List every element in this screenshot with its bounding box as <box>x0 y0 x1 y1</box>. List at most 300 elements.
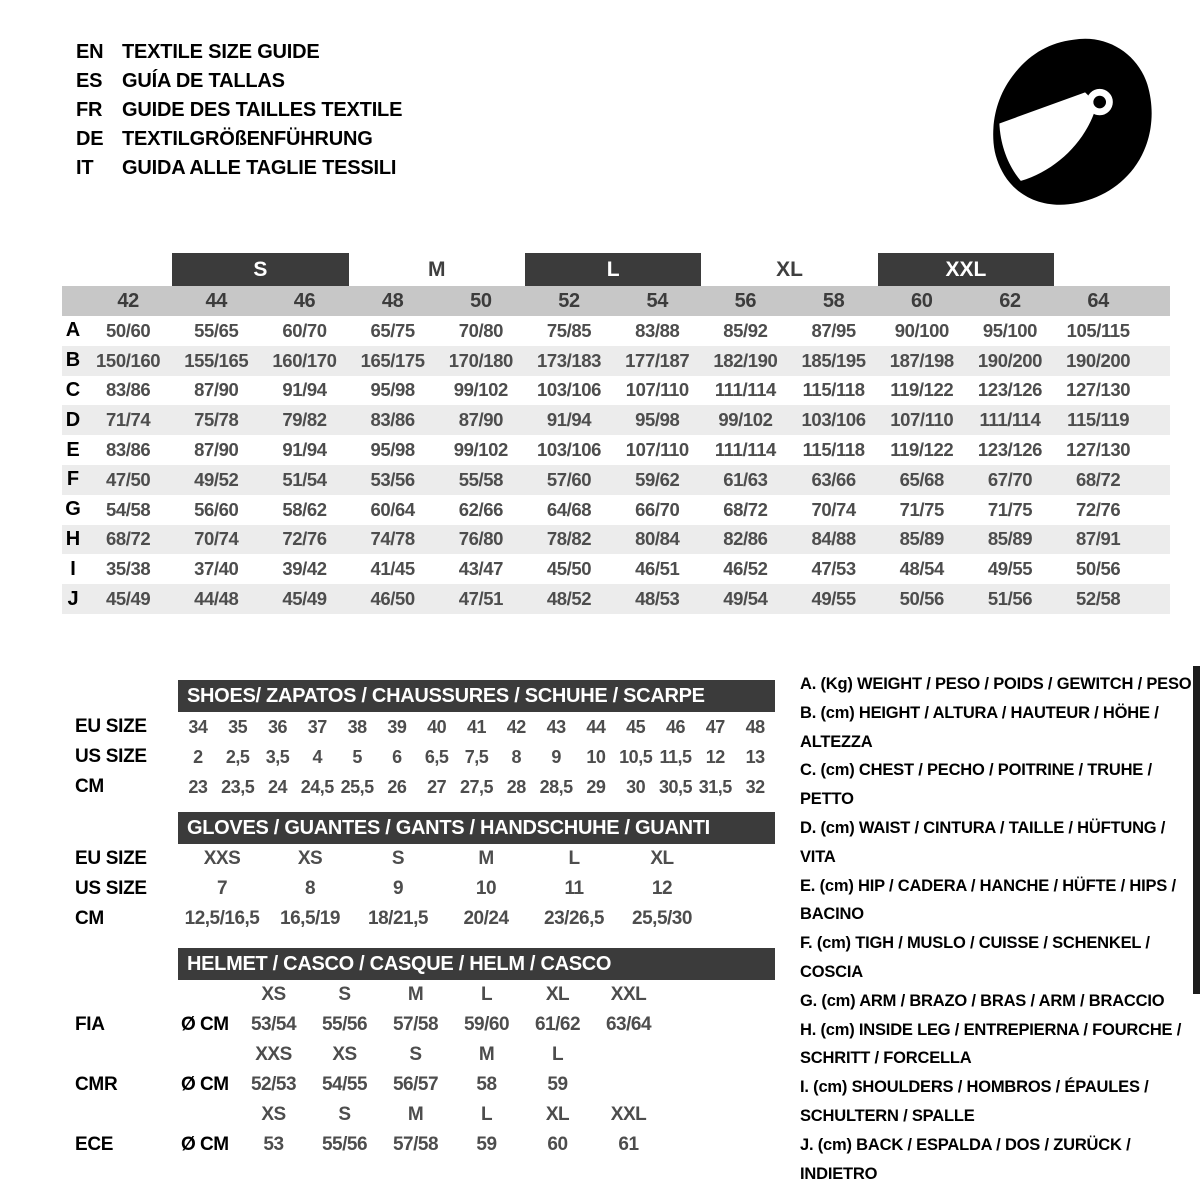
row-values <box>178 1130 775 1160</box>
language-code: IT <box>76 157 94 179</box>
cell-value: 2 <box>193 746 203 767</box>
size-value: 87/90 <box>458 409 503 431</box>
language-row <box>76 67 402 96</box>
language-row <box>76 96 402 125</box>
size-value: 190/200 <box>1066 349 1131 371</box>
helmet-size-label: XS <box>261 984 286 1005</box>
measurement-row-c <box>62 376 1170 406</box>
guide-title: GUÍA DE TALLAS <box>122 70 285 92</box>
size-value: 119/122 <box>890 379 954 401</box>
size-value: 115/119 <box>1067 409 1130 431</box>
size-value: 68/72 <box>105 528 151 550</box>
size-value: 111/114 <box>714 439 776 461</box>
measurement-row-e <box>62 435 1170 465</box>
size-value: 49/54 <box>723 588 768 610</box>
size-value: 55/65 <box>194 319 239 341</box>
row-values <box>178 712 775 742</box>
legend-item: C. (cm) CHEST / PECHO / POITRINE / TRUHE / PETTO <box>800 761 1152 809</box>
row-letter: E <box>66 438 80 461</box>
size-52: 52 <box>558 289 580 312</box>
helmet-size-label: XL <box>545 984 570 1005</box>
size-value: 87/90 <box>194 379 239 401</box>
size-value: 79/82 <box>282 409 327 431</box>
diameter-unit: Ø CM <box>181 1074 229 1095</box>
size-value: 105/115 <box>1066 319 1130 341</box>
size-value: 173/183 <box>536 349 602 371</box>
size-value: 85/89 <box>987 528 1033 550</box>
row-letter: I <box>70 557 76 580</box>
shoes-title-bar: SHOES/ ZAPATOS / CHAUSSURES / SCHUHE / SCARPE <box>178 680 775 712</box>
size-value: 87/91 <box>1076 528 1121 550</box>
size-value: 62/66 <box>458 498 503 520</box>
size-64: 64 <box>1087 289 1109 312</box>
cell-value: 6,5 <box>424 746 449 767</box>
cell-value: 35 <box>228 716 248 737</box>
cell-value: 37 <box>307 716 327 737</box>
cell-value: 36 <box>267 716 287 737</box>
size-value: 47/51 <box>458 588 503 610</box>
helmet-size-value: 55/56 <box>321 1014 368 1035</box>
helmet-size-value: 59 <box>476 1134 497 1155</box>
cell-value: 34 <box>188 716 208 737</box>
row-values <box>178 980 775 1010</box>
measurement-row-f <box>62 465 1170 495</box>
standard-label: CMR <box>75 1074 118 1095</box>
cell-value: 6 <box>392 746 402 767</box>
size-value: 170/180 <box>448 349 513 371</box>
cell-value: 41 <box>466 716 486 737</box>
helmet-size-label: XS <box>261 1104 286 1125</box>
cell-value: 32 <box>745 776 765 797</box>
cell-value: L <box>568 848 580 869</box>
helmet-size-value: 58 <box>476 1074 497 1095</box>
size-value: 45/49 <box>105 588 151 610</box>
cell-value: S <box>391 848 405 869</box>
row-letter: C <box>65 378 81 401</box>
legend-item: D. (cm) WAIST / CINTURA / TAILLE / HÜFTUNG / VITA <box>800 818 1166 866</box>
helmet-size-header-row <box>75 1040 775 1070</box>
size-value: 90/100 <box>894 319 949 341</box>
size-value: 119/122 <box>890 439 954 461</box>
cell-value: 28,5 <box>539 776 573 797</box>
size-value: 95/98 <box>370 439 415 461</box>
size-value: 49/55 <box>811 588 856 610</box>
guide-title: TEXTILGRÖßENFÜHRUNG <box>122 128 373 150</box>
cell-value: 9 <box>392 878 404 899</box>
size-value: 95/98 <box>370 379 415 401</box>
row-values <box>178 1040 775 1070</box>
size-value: 99/102 <box>453 379 508 401</box>
size-value: 85/92 <box>723 319 768 341</box>
helmet-size-label: L <box>480 1104 493 1125</box>
size-value: 107/110 <box>625 379 689 401</box>
row-header <box>75 1100 178 1130</box>
size-value: 58/62 <box>282 498 327 520</box>
row-header: US SIZE <box>75 878 147 899</box>
cell-value: XL <box>650 848 674 869</box>
cell-value: 10,5 <box>619 746 653 767</box>
size-value: 55/58 <box>458 468 503 490</box>
size-value: 46/50 <box>370 588 415 610</box>
size-value: 80/84 <box>635 528 680 550</box>
cell-value: 23,5 <box>221 776 255 797</box>
size-value: 95/100 <box>982 319 1038 341</box>
size-value: 70/74 <box>811 498 856 520</box>
size-value: 72/76 <box>1076 498 1121 520</box>
size-value: 68/72 <box>1076 468 1121 490</box>
helmet-size-value: 55/56 <box>321 1134 368 1155</box>
guide-title: TEXTILE SIZE GUIDE <box>122 41 320 63</box>
size-value: 66/70 <box>635 498 680 520</box>
cell-value: 5 <box>352 746 362 767</box>
size-56: 56 <box>734 289 757 312</box>
measurement-legend <box>800 670 1198 1188</box>
helmet-size-label: S <box>338 984 351 1005</box>
size-value: 48/52 <box>546 588 592 610</box>
size-value: 71/75 <box>987 498 1033 520</box>
helmet-size-value: 59/60 <box>463 1014 510 1035</box>
size-value: 68/72 <box>723 498 768 520</box>
row-values <box>178 742 775 772</box>
helmet-size-value: 54/55 <box>321 1074 368 1095</box>
row-letter: F <box>66 468 80 491</box>
standard-label: ECE <box>75 1134 114 1155</box>
table-row <box>75 712 775 742</box>
row-letter: H <box>65 527 81 550</box>
language-code: EN <box>76 41 104 63</box>
legend-item: H. (cm) INSIDE LEG / ENTREPIERNA / FOURCHE / SCHRITT / FORCELLA <box>800 1020 1182 1068</box>
row-header: EU SIZE <box>75 848 147 869</box>
size-value: 127/130 <box>1066 379 1131 401</box>
helmet-size-value: 56/57 <box>392 1074 439 1095</box>
helmet-value-row-fia <box>75 1010 775 1040</box>
size-value: 61/63 <box>723 468 768 490</box>
helmet-value-row-cmr <box>75 1070 775 1100</box>
measurement-row-j <box>62 584 1170 614</box>
cell-value: 10 <box>475 878 497 899</box>
helmet-size-header-row <box>75 1100 775 1130</box>
cell-value: 27,5 <box>459 776 494 797</box>
language-row <box>76 125 402 154</box>
size-value: 56/60 <box>194 498 239 520</box>
size-value: 76/80 <box>458 528 503 550</box>
racing-helmet-icon <box>972 30 1167 215</box>
size-44: 44 <box>205 289 227 312</box>
size-value: 84/88 <box>811 528 856 550</box>
size-value: 39/42 <box>282 558 327 580</box>
measurement-row-h <box>62 525 1170 555</box>
cell-value: 30,5 <box>658 776 693 797</box>
language-row <box>76 154 402 183</box>
language-list <box>76 38 402 183</box>
row-values <box>178 844 775 874</box>
size-value: 48/53 <box>635 588 680 610</box>
helmet-size-label: XS <box>332 1044 357 1065</box>
measurement-row-a <box>62 316 1170 346</box>
crop-artifact-right <box>1193 666 1200 994</box>
size-value: 47/50 <box>105 468 151 490</box>
cell-value: XXS <box>203 848 241 869</box>
row-header: US SIZE <box>75 746 147 767</box>
table-row <box>75 772 775 802</box>
size-value: 43/47 <box>458 558 503 580</box>
cell-value: 11 <box>564 878 584 899</box>
helmet-size-label: XL <box>545 1104 570 1125</box>
cell-value: 8 <box>304 878 316 899</box>
size-value: 91/94 <box>282 379 327 401</box>
language-code: DE <box>76 128 104 150</box>
size-value: 187/198 <box>889 349 954 371</box>
size-value: 123/126 <box>977 379 1042 401</box>
gloves-table <box>75 812 775 934</box>
guide-title: GUIDA ALLE TAGLIE TESSILI <box>122 157 397 179</box>
helmet-size-value: 52/53 <box>250 1074 297 1095</box>
legend-item: G. (cm) ARM / BRAZO / BRAS / ARM / BRACCIO <box>800 991 1165 1010</box>
helmet-size-label: S <box>338 1104 351 1125</box>
size-value: 46/52 <box>723 558 768 580</box>
size-value: 85/89 <box>899 528 944 550</box>
size-value: 49/55 <box>987 558 1033 580</box>
measurement-row-b <box>62 346 1170 376</box>
size-value: 160/170 <box>272 349 337 371</box>
size-value: 49/52 <box>194 468 239 490</box>
cell-value: 48 <box>745 716 765 737</box>
racing-helmet-glyph <box>972 30 1167 215</box>
helmet-size-label: XXS <box>255 1044 292 1065</box>
helmet-size-value: 60 <box>547 1134 568 1155</box>
row-values <box>178 772 775 802</box>
helmet-title-bar: HELMET / CASCO / CASQUE / HELM / CASCO <box>178 948 775 980</box>
cell-value: 24,5 <box>300 776 334 797</box>
size-group-m: M <box>428 257 446 281</box>
size-value: 60/70 <box>282 319 327 341</box>
cell-value: 42 <box>506 716 526 737</box>
size-value: 59/62 <box>635 468 680 490</box>
size-value: 75/78 <box>194 409 239 431</box>
size-value: 185/195 <box>801 349 866 371</box>
size-group-l: L <box>525 253 701 286</box>
cell-value: 12,5/16,5 <box>184 908 260 929</box>
row-letter: B <box>65 349 81 372</box>
size-46: 46 <box>293 289 316 312</box>
size-48: 48 <box>381 289 404 312</box>
size-value: 71/75 <box>899 498 944 520</box>
size-value: 47/53 <box>811 558 856 580</box>
measurement-row-g <box>62 495 1170 525</box>
cell-value: 25,5 <box>340 776 374 797</box>
row-letter: J <box>67 587 79 610</box>
size-value: 65/75 <box>370 319 415 341</box>
size-54: 54 <box>646 289 668 312</box>
cell-value: 4 <box>312 746 323 767</box>
size-table-body <box>62 316 1170 614</box>
legend-item: E. (cm) HIP / CADERA / HANCHE / HÜFTE / HIPS / BACINO <box>800 876 1176 924</box>
cell-value: 27 <box>427 776 447 797</box>
helmet-size-value: 57/58 <box>392 1134 439 1155</box>
size-value: 127/130 <box>1066 439 1131 461</box>
size-value: 65/68 <box>899 468 944 490</box>
size-value: 87/95 <box>811 319 856 341</box>
helmet-size-label: M <box>407 984 424 1005</box>
cell-value: 30 <box>626 776 646 797</box>
cell-value: 38 <box>347 716 367 737</box>
cell-value: 13 <box>745 746 765 767</box>
size-value: 41/45 <box>370 558 415 580</box>
shoes-table <box>75 680 775 802</box>
row-values <box>178 1100 775 1130</box>
helmet-value-row-ece <box>75 1130 775 1160</box>
cell-value: 47 <box>705 716 725 737</box>
cell-value: 3,5 <box>265 746 290 767</box>
diameter-unit: Ø CM <box>181 1134 229 1155</box>
cell-value: 18/21,5 <box>368 908 428 929</box>
helmet-size-value: 53/54 <box>250 1014 297 1035</box>
size-value: 115/118 <box>802 379 865 401</box>
row-letter: A <box>65 319 81 342</box>
row-header: EU SIZE <box>75 716 147 737</box>
size-value: 70/74 <box>194 528 239 550</box>
size-value: 71/74 <box>105 409 151 431</box>
size-value: 83/88 <box>635 319 680 341</box>
numeric-size-band <box>62 286 1170 316</box>
cell-value: 46 <box>665 716 685 737</box>
size-value: 107/110 <box>625 439 689 461</box>
size-value: 44/48 <box>194 588 239 610</box>
size-value: 52/58 <box>1076 588 1121 610</box>
size-value: 57/60 <box>546 468 592 490</box>
cell-value: 12 <box>705 746 725 767</box>
cell-value: 7 <box>216 878 228 899</box>
size-value: 48/54 <box>899 558 944 580</box>
size-group-xl: XL <box>776 257 803 281</box>
size-value: 99/102 <box>453 439 508 461</box>
cell-value: 9 <box>551 746 561 767</box>
helmet-size-label: XXL <box>610 984 647 1005</box>
row-header <box>75 1040 178 1070</box>
size-value: 87/90 <box>194 439 239 461</box>
size-value: 99/102 <box>718 409 773 431</box>
cell-value: XS <box>297 848 323 869</box>
row-header: CM <box>75 908 104 929</box>
size-value: 63/66 <box>811 468 856 490</box>
size-value: 45/50 <box>546 558 592 580</box>
gloves-title-bar: GLOVES / GUANTES / GANTS / HANDSCHUHE / GUANTI <box>178 812 775 844</box>
helmet-size-label: S <box>409 1044 422 1065</box>
legend-item: I. (cm) SHOULDERS / HOMBROS / ÉPAULES / SCHULTERN / SPALLE <box>800 1078 1149 1125</box>
size-value: 165/175 <box>360 349 425 371</box>
size-value: 115/118 <box>802 439 865 461</box>
table-row <box>75 844 775 874</box>
standard-label: FIA <box>75 1014 105 1035</box>
cell-value: 24 <box>267 776 287 797</box>
cell-value: 40 <box>427 716 447 737</box>
cell-value: 23 <box>188 776 208 797</box>
helmet-size-value: 57/58 <box>392 1014 439 1035</box>
language-code: FR <box>76 99 103 121</box>
size-value: 78/82 <box>546 528 592 550</box>
table-row <box>75 742 775 772</box>
size-value: 70/80 <box>458 319 503 341</box>
language-code: ES <box>76 70 103 92</box>
row-values <box>178 1010 775 1040</box>
row-letter: D <box>65 408 81 431</box>
cell-value: 2,5 <box>225 746 250 767</box>
size-value: 50/56 <box>899 588 944 610</box>
size-58: 58 <box>822 289 845 312</box>
diameter-unit: Ø CM <box>181 1014 229 1035</box>
size-value: 83/86 <box>370 409 415 431</box>
legend-item: F. (cm) TIGH / MUSLO / CUISSE / SCHENKEL / COSCIA <box>800 934 1150 981</box>
cell-value: 43 <box>546 716 566 737</box>
language-row <box>76 38 402 67</box>
size-value: 35/38 <box>105 558 151 580</box>
cell-value: 12 <box>651 878 673 899</box>
size-value: 91/94 <box>282 439 327 461</box>
cell-value: 44 <box>586 716 606 737</box>
gloves-rows <box>75 844 775 934</box>
helmet-size-value: 59 <box>547 1074 568 1095</box>
helmet-size-label: L <box>480 984 493 1005</box>
size-value: 83/86 <box>105 439 151 461</box>
size-value: 190/200 <box>977 349 1042 371</box>
helmet-rows <box>75 980 775 1160</box>
size-value: 45/49 <box>282 588 327 610</box>
size-value: 67/70 <box>987 468 1033 490</box>
row-values <box>178 1070 775 1100</box>
size-value: 111/114 <box>979 409 1041 431</box>
row-header <box>75 980 178 1010</box>
cell-value: 20/24 <box>463 908 509 929</box>
cell-value: M <box>478 848 494 869</box>
size-value: 103/106 <box>536 439 602 461</box>
size-value: 46/51 <box>635 558 680 580</box>
helmet-size-value: 61/62 <box>534 1014 581 1035</box>
helmet-size-label: M <box>407 1104 424 1125</box>
cell-value: 8 <box>511 746 522 767</box>
size-value: 103/106 <box>536 379 602 401</box>
size-50: 50 <box>470 289 492 312</box>
cell-value: 23/26,5 <box>544 908 604 929</box>
size-value: 51/56 <box>987 588 1033 610</box>
helmet-size-value: 63/64 <box>605 1014 652 1035</box>
cell-value: 16,5/19 <box>280 908 340 929</box>
helmet-size-value: 61 <box>618 1134 639 1155</box>
row-letter: G <box>65 498 81 521</box>
helmet-size-label: XXL <box>610 1104 647 1125</box>
size-value: 83/86 <box>105 379 151 401</box>
size-value: 177/187 <box>625 349 690 371</box>
cell-value: 26 <box>387 776 407 797</box>
cell-value: 25,5/30 <box>632 908 692 929</box>
cell-value: 29 <box>586 776 606 797</box>
size-group-s: S <box>172 253 348 286</box>
cell-value: 28 <box>506 776 526 797</box>
size-value: 91/94 <box>546 409 592 431</box>
size-value: 150/160 <box>96 349 161 371</box>
size-60: 60 <box>911 289 933 312</box>
size-value: 107/110 <box>890 409 954 431</box>
measurement-row-i <box>62 554 1170 584</box>
size-value: 95/98 <box>635 409 680 431</box>
size-value: 54/58 <box>105 498 151 520</box>
size-value: 82/86 <box>723 528 768 550</box>
size-value: 123/126 <box>977 439 1042 461</box>
helmet-size-value: 53 <box>263 1134 284 1155</box>
cell-value: 7,5 <box>464 746 489 767</box>
row-values <box>178 904 775 934</box>
helmet-size-label: M <box>478 1044 495 1065</box>
size-value: 72/76 <box>282 528 327 550</box>
